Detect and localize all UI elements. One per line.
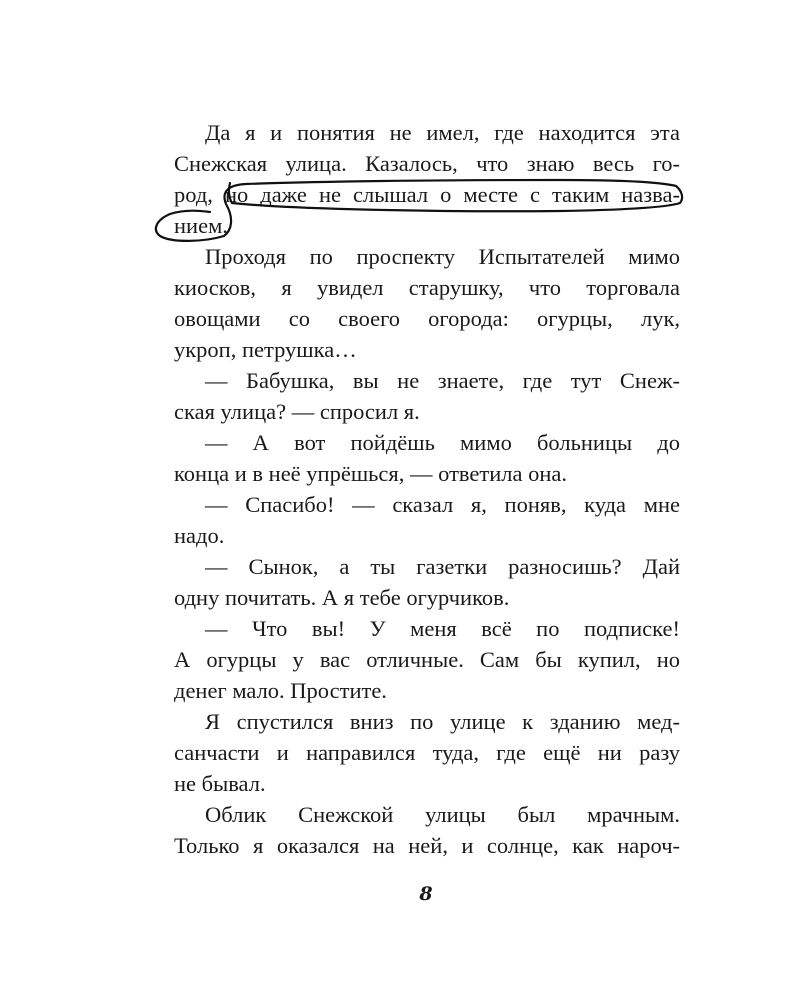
text-line: овощами со своего огорода: огурцы, лук, [174,306,680,331]
text-line: Только я оказался на ней, и солнце, как нароч- [174,833,680,858]
text-line: конца и в неё упрёшься, — ответила она. [174,461,567,486]
text-line: не бывал. [174,771,266,796]
text-line: А огурцы у вас отличные. Сам бы купил, но [174,647,680,672]
text-line: Я спустился вниз по улице к зданию мед- [205,709,680,734]
text-line: род, но даже не слышал о месте с таким назва- [174,182,680,207]
text-line: одну почитать. А я тебе огурчиков. [174,585,510,610]
text-line: надо. [174,523,225,548]
text-line: — Что вы! У меня всё по подписке! [205,616,680,641]
text-line: ская улица? — спросил я. [174,399,420,424]
text-line: укроп, петрушка… [174,337,357,362]
text-line: — Сынок, а ты газетки разносишь? Дай [205,554,680,579]
text-line: санчасти и направился туда, где ещё ни разу [174,740,680,765]
text-line: Снежская улица. Казалось, что знаю весь го- [174,151,680,176]
text-line: денег мало. Простите. [174,678,387,703]
text-line: — А вот пойдёшь мимо больницы до [205,430,680,455]
text-line: — Спасибо! — сказал я, поняв, куда мне [205,492,680,517]
text-line: киосков, я увидел старушку, что торговала [174,275,680,300]
text-line: нием. [174,213,228,238]
page-number: 8 [419,883,433,905]
text-line: Проходя по проспекту Испытателей мимо [205,244,680,269]
text-line: Да я и понятия не имел, где находится эта [205,120,680,145]
text-line: Облик Снежской улицы был мрачным. [205,802,680,827]
text-line: — Бабушка, вы не знаете, где тут Снеж- [205,368,680,393]
